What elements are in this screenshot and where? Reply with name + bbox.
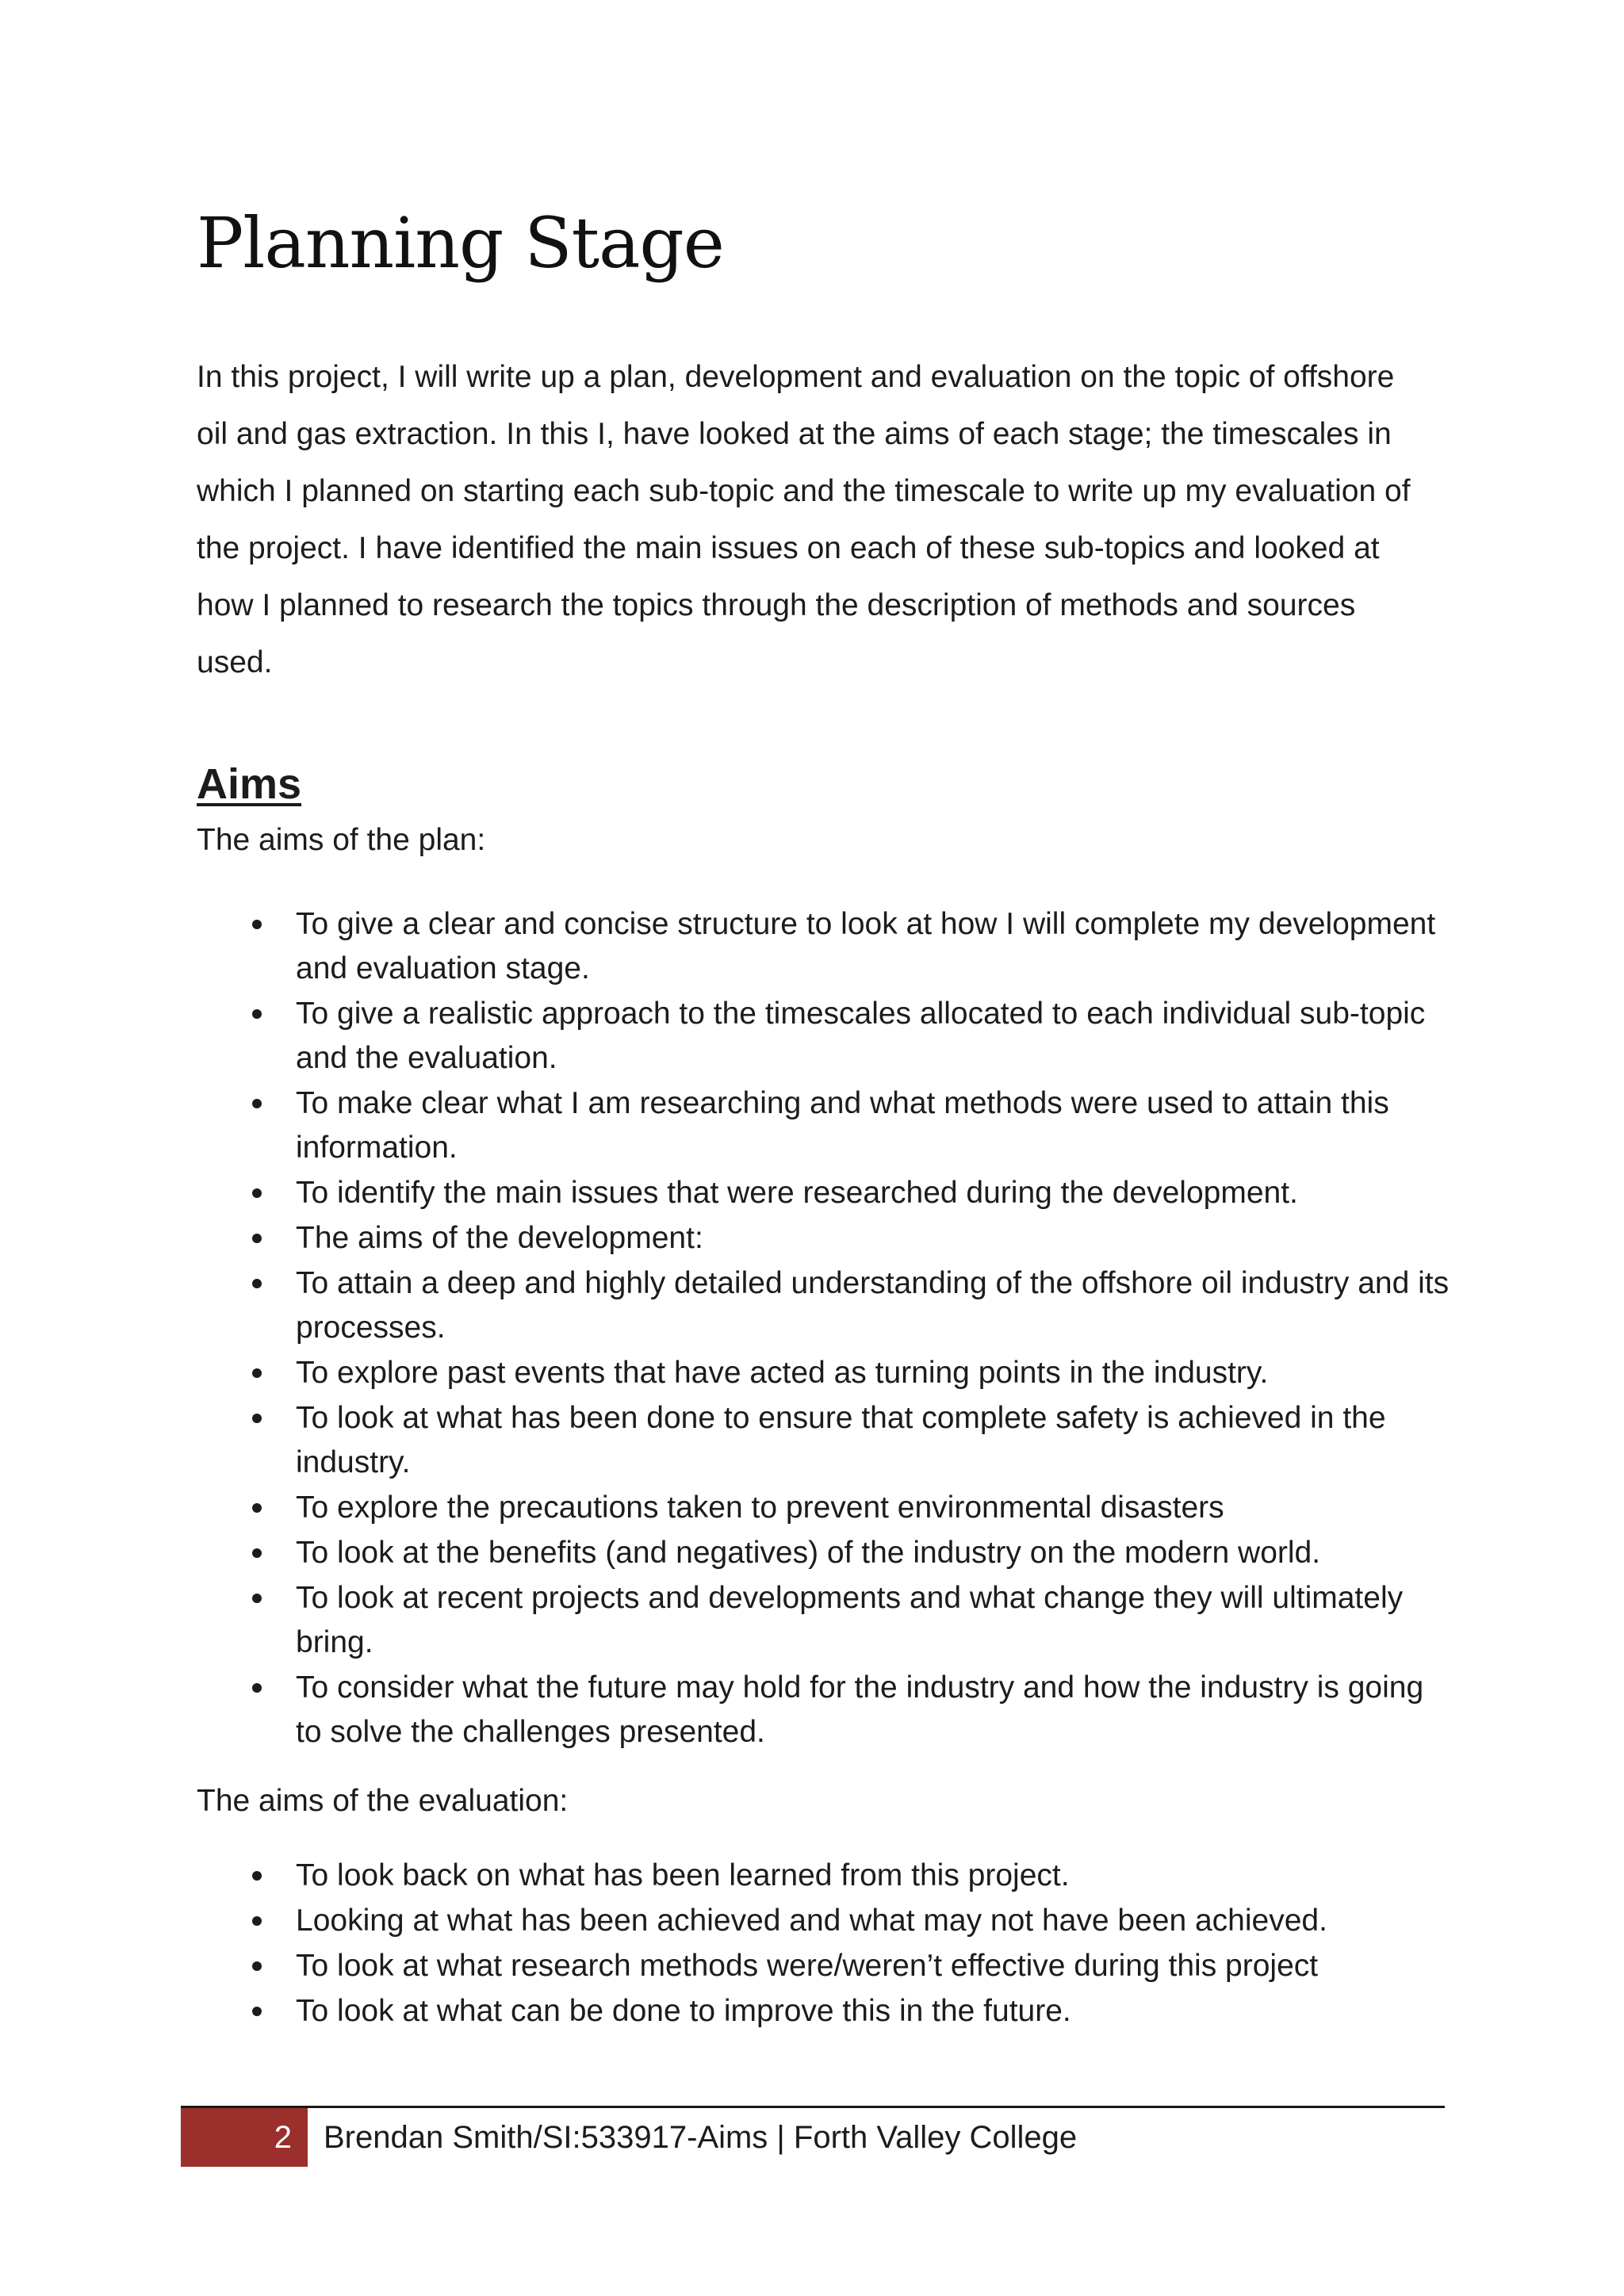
list-item: To consider what the future may hold for the industry and how the industry is going to solve the challenges presented.: [197, 1666, 1450, 1755]
list-item: To look at what research methods were/weren’t effective during this project: [197, 1944, 1450, 1988]
list-item: The aims of the development:: [197, 1216, 1450, 1261]
list-item: To look back on what has been learned from this project.: [197, 1854, 1450, 1898]
page-title: Planning Stage: [197, 202, 724, 284]
list-item: To explore past events that have acted as turning points in the industry.: [197, 1351, 1450, 1395]
plan-aims-list: [197, 902, 1450, 1755]
list-item: To look at recent projects and developments and what change they will ultimately bring.: [197, 1576, 1450, 1665]
list-item: To explore the precautions taken to prevent environmental disasters: [197, 1486, 1450, 1530]
list-item: To attain a deep and highly detailed understanding of the offshore oil industry and its processes.: [197, 1261, 1450, 1350]
list-item: Looking at what has been achieved and what may not have been achieved.: [197, 1899, 1450, 1943]
evaluation-aims-list: [197, 1854, 1450, 2034]
intro-paragraph: In this project, I will write up a plan, development and evaluation on the topic of offshore oil and gas extraction. In this I, have looked at the aims of each stage; the timescales in which I planned on starting each sub-topic and the timescale to write up my evaluation of the project. I have identified the main issues on each of these sub-topics and looked at how I planned to research the topics through the description of methods and sources used.: [197, 360, 1411, 679]
page-number-badge: 2: [181, 2108, 308, 2167]
list-item: To identify the main issues that were researched during the development.: [197, 1171, 1450, 1215]
list-item: To make clear what I am researching and what methods were used to attain this information.: [197, 1081, 1450, 1170]
list-item: To give a realistic approach to the timescales allocated to each individual sub-topic and the evaluation.: [197, 992, 1450, 1081]
list-item: To look at what has been done to ensure that complete safety is achieved in the industry.: [197, 1396, 1450, 1485]
evaluation-aims-intro: The aims of the evaluation:: [197, 1784, 569, 1818]
footer-text: Brendan Smith/SI:533917-Aims | Forth Valley College: [324, 2120, 1078, 2155]
plan-aims-intro: The aims of the plan:: [197, 823, 486, 857]
list-item: To give a clear and concise structure to look at how I will complete my development and evaluation stage.: [197, 902, 1450, 991]
list-item: To look at the benefits (and negatives) of the industry on the modern world.: [197, 1531, 1450, 1575]
aims-heading: Aims: [197, 760, 302, 808]
list-item: To look at what can be done to improve this in the future.: [197, 1989, 1450, 2034]
